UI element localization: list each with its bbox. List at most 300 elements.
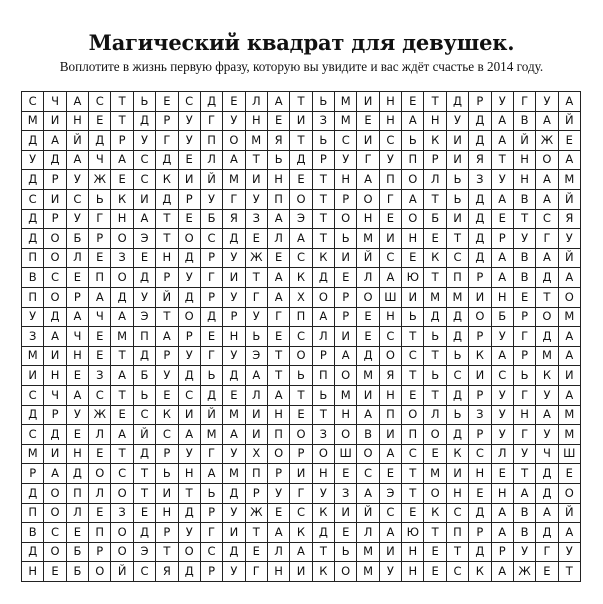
grid-cell: Н <box>67 112 89 132</box>
grid-cell: Н <box>111 210 133 230</box>
grid-cell: Н <box>514 406 536 426</box>
grid-cell: А <box>380 445 402 465</box>
grid-cell: С <box>201 229 223 249</box>
grid-cell: Е <box>67 268 89 288</box>
grid-cell: Е <box>246 229 268 249</box>
grid-cell: З <box>89 366 111 386</box>
grid-cell: Е <box>335 268 357 288</box>
grid-cell: А <box>492 347 514 367</box>
grid-cell: Ь <box>201 484 223 504</box>
grid-cell: Ь <box>447 347 469 367</box>
grid-cell: Н <box>22 562 44 582</box>
grid-cell: М <box>559 406 581 426</box>
grid-cell: Г <box>89 210 111 230</box>
grid-cell: О <box>469 308 491 328</box>
grid-cell: В <box>514 504 536 524</box>
grid-cell: А <box>559 151 581 171</box>
grid-cell: Е <box>179 210 201 230</box>
grid-cell: П <box>447 523 469 543</box>
grid-cell: С <box>134 562 156 582</box>
grid-cell: О <box>559 288 581 308</box>
grid-cell: Е <box>559 131 581 151</box>
grid-cell: Д <box>469 229 491 249</box>
grid-cell: А <box>223 425 245 445</box>
grid-cell: О <box>111 543 133 563</box>
grid-cell: С <box>380 327 402 347</box>
grid-cell: Я <box>380 366 402 386</box>
grid-cell: Р <box>469 523 491 543</box>
grid-cell: Т <box>156 229 178 249</box>
grid-cell: Е <box>201 327 223 347</box>
grid-cell: Б <box>134 366 156 386</box>
grid-cell: И <box>44 445 66 465</box>
grid-cell: У <box>380 151 402 171</box>
grid-cell: А <box>536 190 558 210</box>
grid-cell: Д <box>469 543 491 563</box>
grid-cell: М <box>223 406 245 426</box>
grid-cell: Г <box>514 327 536 347</box>
grid-cell: Р <box>44 210 66 230</box>
grid-cell: С <box>201 543 223 563</box>
grid-cell: Е <box>380 464 402 484</box>
grid-cell: У <box>335 151 357 171</box>
grid-cell: С <box>22 190 44 210</box>
grid-cell: Р <box>89 229 111 249</box>
grid-cell: Т <box>447 543 469 563</box>
grid-cell: Д <box>536 327 558 347</box>
grid-cell: А <box>313 308 335 328</box>
grid-cell: А <box>492 562 514 582</box>
grid-cell: Д <box>469 210 491 230</box>
grid-cell: А <box>223 151 245 171</box>
grid-cell: Т <box>313 406 335 426</box>
grid-cell: Г <box>357 151 379 171</box>
grid-cell: П <box>447 268 469 288</box>
grid-cell: С <box>290 504 312 524</box>
grid-cell: И <box>223 523 245 543</box>
grid-cell: Т <box>424 347 446 367</box>
grid-cell: З <box>469 406 491 426</box>
grid-cell: У <box>179 131 201 151</box>
grid-cell: Ь <box>447 190 469 210</box>
grid-cell: Р <box>469 425 491 445</box>
grid-cell: Е <box>402 249 424 269</box>
grid-cell: У <box>67 210 89 230</box>
grid-cell: Р <box>290 445 312 465</box>
grid-cell: Д <box>447 386 469 406</box>
grid-cell: Д <box>134 445 156 465</box>
grid-cell: Е <box>536 562 558 582</box>
grid-cell: И <box>469 366 491 386</box>
grid-cell: Т <box>290 131 312 151</box>
grid-cell: Ь <box>447 406 469 426</box>
grid-cell: Э <box>290 210 312 230</box>
grid-cell: Ч <box>536 445 558 465</box>
grid-cell: Б <box>67 562 89 582</box>
grid-cell: Д <box>536 523 558 543</box>
grid-cell: М <box>223 464 245 484</box>
grid-cell: И <box>44 347 66 367</box>
grid-cell: А <box>559 268 581 288</box>
grid-cell: Е <box>357 308 379 328</box>
grid-cell: Е <box>559 464 581 484</box>
grid-cell: Т <box>111 112 133 132</box>
grid-cell: Д <box>447 92 469 112</box>
grid-cell: Н <box>67 347 89 367</box>
grid-cell: А <box>111 366 133 386</box>
grid-cell: Е <box>268 112 290 132</box>
grid-cell: Т <box>246 523 268 543</box>
grid-cell: Е <box>514 288 536 308</box>
grid-cell: Н <box>156 504 178 524</box>
grid-cell: С <box>335 131 357 151</box>
grid-cell: Э <box>246 347 268 367</box>
grid-cell: С <box>22 92 44 112</box>
grid-cell: Д <box>22 229 44 249</box>
grid-cell: Д <box>44 308 66 328</box>
grid-cell: Н <box>268 406 290 426</box>
grid-cell: М <box>335 386 357 406</box>
grid-cell: А <box>492 190 514 210</box>
grid-cell: И <box>44 190 66 210</box>
grid-cell: Е <box>424 543 446 563</box>
grid-cell: А <box>268 92 290 112</box>
grid-cell: У <box>268 484 290 504</box>
grid-cell: К <box>313 504 335 524</box>
grid-cell: Х <box>246 445 268 465</box>
grid-cell: Д <box>223 366 245 386</box>
grid-cell: С <box>380 249 402 269</box>
grid-cell: С <box>156 425 178 445</box>
grid-cell: Г <box>246 562 268 582</box>
grid-cell: Р <box>514 308 536 328</box>
grid-cell: С <box>22 386 44 406</box>
grid-cell: Т <box>514 464 536 484</box>
grid-cell: О <box>335 366 357 386</box>
grid-cell: З <box>111 249 133 269</box>
grid-cell: З <box>313 112 335 132</box>
grid-cell: У <box>223 445 245 465</box>
grid-cell: А <box>559 523 581 543</box>
grid-cell: П <box>402 425 424 445</box>
grid-cell: Ь <box>402 308 424 328</box>
grid-cell: У <box>223 562 245 582</box>
grid-cell: И <box>380 543 402 563</box>
grid-cell: Ь <box>134 386 156 406</box>
grid-cell: З <box>335 484 357 504</box>
grid-cell: А <box>492 249 514 269</box>
grid-cell: М <box>335 112 357 132</box>
grid-cell: Т <box>268 347 290 367</box>
grid-cell: Ю <box>402 523 424 543</box>
grid-cell: Д <box>201 308 223 328</box>
grid-cell: А <box>156 327 178 347</box>
grid-cell: Р <box>492 229 514 249</box>
grid-cell: И <box>335 249 357 269</box>
grid-cell: Т <box>290 92 312 112</box>
grid-cell: О <box>313 288 335 308</box>
grid-cell: О <box>424 425 446 445</box>
grid-cell: Т <box>492 151 514 171</box>
grid-cell: А <box>492 268 514 288</box>
grid-cell: С <box>290 249 312 269</box>
grid-cell: Т <box>313 210 335 230</box>
grid-cell: У <box>67 406 89 426</box>
grid-cell: Т <box>268 366 290 386</box>
grid-cell: И <box>447 464 469 484</box>
grid-cell: Г <box>514 386 536 406</box>
grid-cell: С <box>44 523 66 543</box>
grid-cell: У <box>134 131 156 151</box>
grid-cell: Р <box>89 543 111 563</box>
grid-cell: Е <box>402 504 424 524</box>
grid-cell: Р <box>335 288 357 308</box>
grid-cell: С <box>447 504 469 524</box>
grid-cell: Г <box>246 288 268 308</box>
grid-cell: Т <box>559 562 581 582</box>
grid-cell: Р <box>469 92 491 112</box>
grid-cell: У <box>536 92 558 112</box>
grid-cell: Ь <box>447 170 469 190</box>
grid-cell: Й <box>156 288 178 308</box>
grid-cell: И <box>447 131 469 151</box>
grid-cell: И <box>246 170 268 190</box>
grid-cell: Э <box>380 484 402 504</box>
grid-cell: И <box>290 562 312 582</box>
grid-cell: Т <box>313 543 335 563</box>
grid-cell: Н <box>514 151 536 171</box>
grid-cell: Д <box>44 151 66 171</box>
grid-cell: Ж <box>246 249 268 269</box>
grid-cell: Я <box>268 131 290 151</box>
grid-cell: У <box>223 288 245 308</box>
grid-cell: Д <box>469 131 491 151</box>
grid-cell: О <box>290 347 312 367</box>
grid-cell: Л <box>89 425 111 445</box>
grid-cell: А <box>134 210 156 230</box>
grid-cell: М <box>559 308 581 328</box>
grid-cell: Е <box>290 170 312 190</box>
grid-cell: Е <box>223 92 245 112</box>
grid-cell: Д <box>179 504 201 524</box>
grid-cell: К <box>290 523 312 543</box>
grid-cell: Ь <box>201 366 223 386</box>
grid-cell: А <box>559 327 581 347</box>
grid-cell: С <box>89 386 111 406</box>
grid-cell: М <box>559 170 581 190</box>
grid-cell: Е <box>134 249 156 269</box>
grid-cell: Г <box>201 268 223 288</box>
grid-cell: Н <box>469 464 491 484</box>
grid-cell: А <box>268 386 290 406</box>
grid-cell: Н <box>402 543 424 563</box>
grid-cell: О <box>111 229 133 249</box>
grid-cell: О <box>179 308 201 328</box>
grid-cell: В <box>514 268 536 288</box>
grid-cell: И <box>134 190 156 210</box>
grid-cell: Е <box>380 210 402 230</box>
grid-cell: Д <box>469 504 491 524</box>
grid-cell: Е <box>492 210 514 230</box>
grid-cell: Р <box>313 347 335 367</box>
grid-cell: К <box>156 406 178 426</box>
grid-cell: Л <box>357 523 379 543</box>
grid-cell: Ж <box>89 170 111 190</box>
grid-cell: Д <box>223 229 245 249</box>
grid-cell: Е <box>111 406 133 426</box>
grid-cell: И <box>380 229 402 249</box>
grid-cell: А <box>67 151 89 171</box>
grid-cell: З <box>22 327 44 347</box>
grid-cell: Н <box>447 484 469 504</box>
grid-cell: Т <box>514 210 536 230</box>
grid-cell: Т <box>156 210 178 230</box>
grid-cell: П <box>89 523 111 543</box>
grid-cell: Т <box>424 92 446 112</box>
grid-cell: А <box>67 386 89 406</box>
grid-cell: П <box>201 131 223 151</box>
grid-cell: Л <box>357 268 379 288</box>
grid-cell: У <box>179 268 201 288</box>
grid-cell: Д <box>536 464 558 484</box>
grid-cell: О <box>402 210 424 230</box>
grid-cell: Й <box>111 562 133 582</box>
grid-cell: О <box>268 445 290 465</box>
grid-cell: С <box>179 92 201 112</box>
grid-cell: С <box>447 249 469 269</box>
grid-cell: А <box>536 504 558 524</box>
grid-cell: Д <box>313 523 335 543</box>
grid-cell: У <box>559 543 581 563</box>
grid-cell: Е <box>89 445 111 465</box>
grid-cell: О <box>357 288 379 308</box>
grid-cell: Т <box>111 445 133 465</box>
grid-cell: О <box>290 425 312 445</box>
grid-cell: Ш <box>380 288 402 308</box>
grid-cell: С <box>134 170 156 190</box>
grid-cell: Т <box>447 229 469 249</box>
grid-cell: Н <box>380 92 402 112</box>
grid-cell: У <box>246 190 268 210</box>
grid-cell: О <box>179 543 201 563</box>
grid-cell: Г <box>380 190 402 210</box>
grid-cell: В <box>22 268 44 288</box>
grid-cell: И <box>246 406 268 426</box>
grid-cell: С <box>44 268 66 288</box>
grid-cell: Т <box>156 543 178 563</box>
grid-cell: О <box>223 131 245 151</box>
grid-cell: Ш <box>335 445 357 465</box>
grid-cell: В <box>514 523 536 543</box>
grid-cell: Р <box>492 543 514 563</box>
grid-cell: Х <box>290 288 312 308</box>
grid-cell: У <box>179 347 201 367</box>
grid-cell: Е <box>357 112 379 132</box>
grid-cell: Д <box>134 268 156 288</box>
grid-cell: П <box>268 190 290 210</box>
grid-cell: А <box>111 425 133 445</box>
grid-cell: Б <box>492 308 514 328</box>
grid-cell: Н <box>424 112 446 132</box>
grid-cell: У <box>223 249 245 269</box>
grid-cell: А <box>536 406 558 426</box>
grid-cell: Е <box>134 504 156 524</box>
grid-cell: Т <box>424 523 446 543</box>
grid-cell: Р <box>67 288 89 308</box>
grid-cell: У <box>514 543 536 563</box>
grid-cell: Е <box>402 386 424 406</box>
grid-cell: К <box>290 268 312 288</box>
grid-cell: Л <box>246 386 268 406</box>
grid-cell: И <box>22 366 44 386</box>
grid-cell: Е <box>424 562 446 582</box>
grid-cell: У <box>514 445 536 465</box>
grid-cell: У <box>536 425 558 445</box>
grid-cell: Е <box>89 249 111 269</box>
grid-cell: Р <box>156 347 178 367</box>
grid-cell: Е <box>89 112 111 132</box>
grid-cell: Ь <box>424 327 446 347</box>
grid-cell: О <box>536 151 558 171</box>
grid-cell: Е <box>335 464 357 484</box>
grid-cell: А <box>402 112 424 132</box>
grid-cell: Ь <box>514 366 536 386</box>
grid-cell: Н <box>402 229 424 249</box>
grid-cell: Д <box>313 268 335 288</box>
grid-cell: М <box>246 131 268 151</box>
grid-cell: Р <box>179 327 201 347</box>
grid-cell: У <box>492 92 514 112</box>
grid-cell: Е <box>246 543 268 563</box>
grid-cell: Л <box>424 170 446 190</box>
grid-cell: Ь <box>313 92 335 112</box>
grid-cell: О <box>424 484 446 504</box>
grid-cell: Л <box>89 484 111 504</box>
grid-cell: А <box>559 92 581 112</box>
grid-cell: С <box>380 504 402 524</box>
grid-cell: О <box>89 464 111 484</box>
grid-cell: П <box>22 288 44 308</box>
grid-cell: Г <box>514 425 536 445</box>
grid-cell: С <box>469 445 491 465</box>
grid-cell: Е <box>89 347 111 367</box>
grid-cell: Р <box>335 190 357 210</box>
grid-cell: Г <box>201 445 223 465</box>
grid-cell: У <box>492 386 514 406</box>
grid-cell: У <box>559 229 581 249</box>
grid-cell: Д <box>469 190 491 210</box>
grid-cell: Т <box>134 464 156 484</box>
grid-cell: Е <box>156 386 178 406</box>
grid-cell: У <box>134 288 156 308</box>
grid-cell: Т <box>424 190 446 210</box>
grid-cell: Ч <box>67 327 89 347</box>
grid-cell: А <box>268 523 290 543</box>
grid-cell: С <box>447 562 469 582</box>
grid-cell: Ь <box>89 190 111 210</box>
grid-cell: К <box>156 170 178 190</box>
grid-cell: У <box>447 112 469 132</box>
grid-cell: У <box>492 327 514 347</box>
grid-cell: Н <box>514 170 536 190</box>
grid-cell: З <box>469 170 491 190</box>
grid-cell: А <box>357 170 379 190</box>
grid-cell: И <box>156 484 178 504</box>
grid-cell: А <box>246 366 268 386</box>
grid-cell: М <box>22 445 44 465</box>
grid-cell: Б <box>424 210 446 230</box>
grid-cell: Н <box>223 327 245 347</box>
